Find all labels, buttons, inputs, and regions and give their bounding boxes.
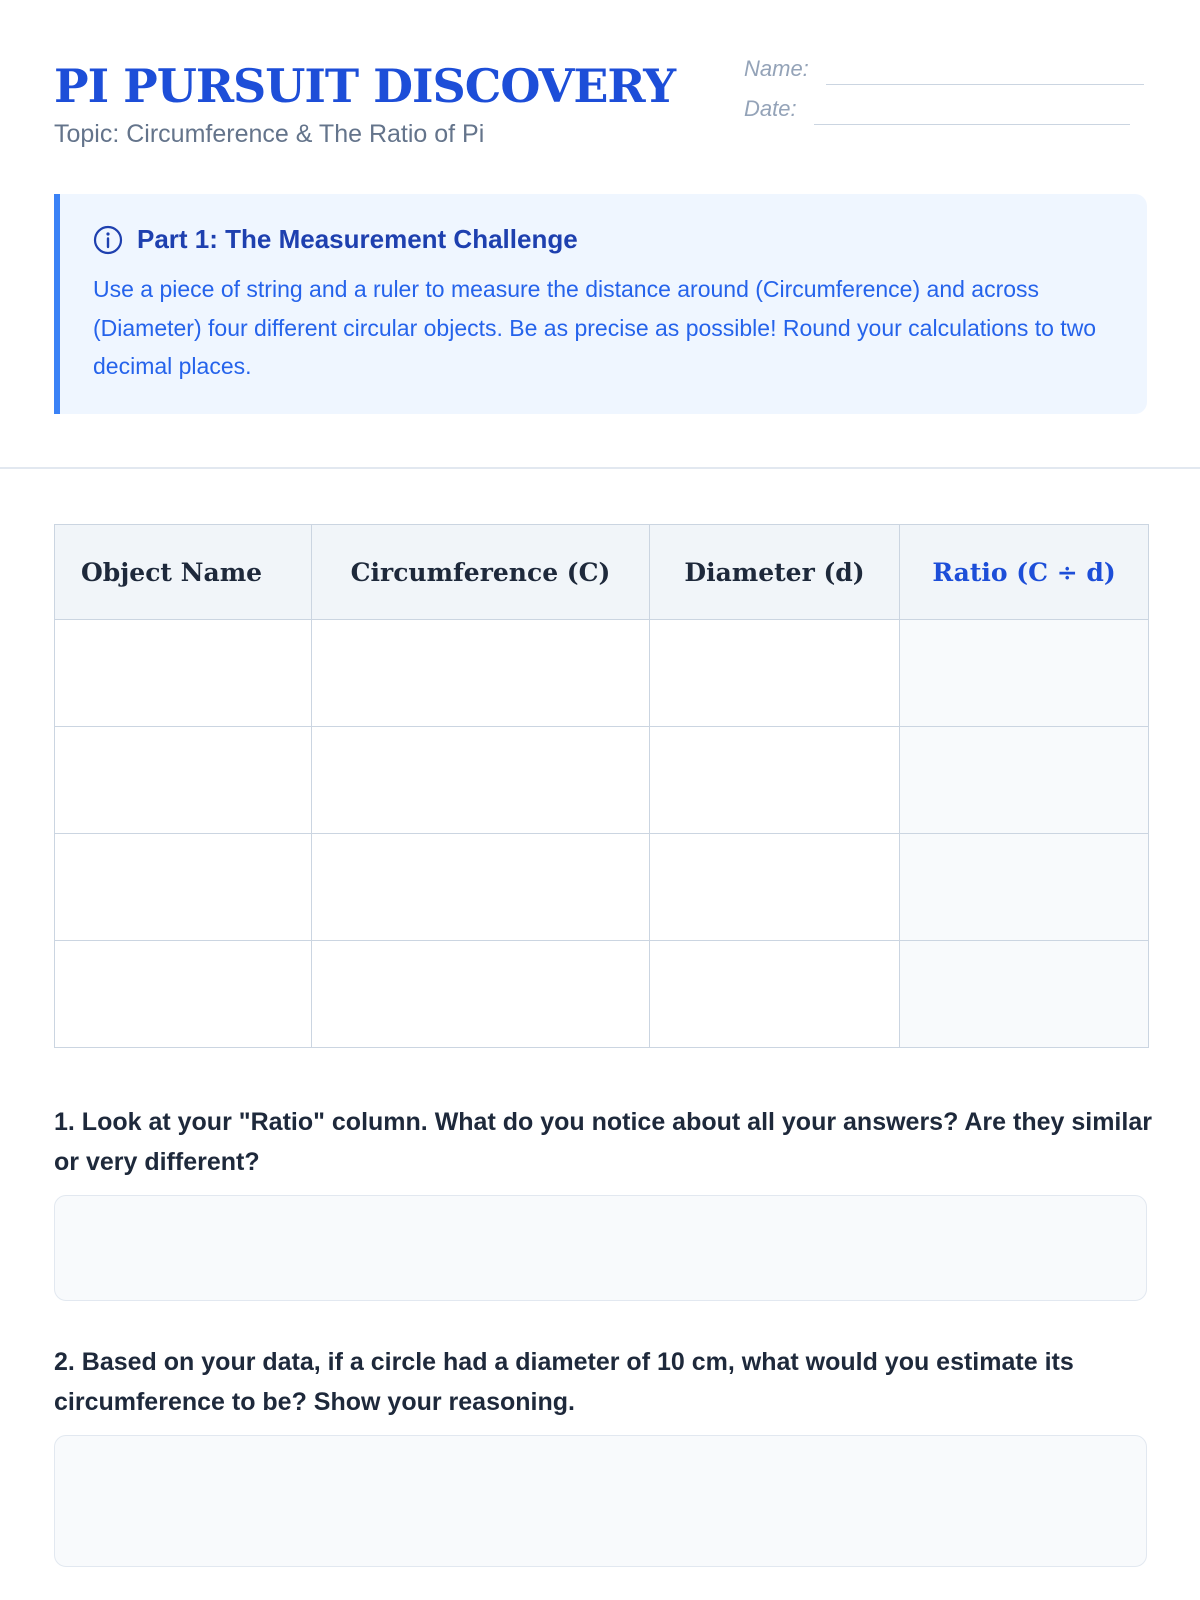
circumference-cell[interactable] bbox=[312, 834, 650, 941]
date-label: Date: bbox=[744, 96, 797, 121]
diameter-cell[interactable] bbox=[650, 620, 900, 727]
table-row bbox=[55, 834, 1149, 941]
date-field[interactable] bbox=[814, 124, 1130, 125]
page-title: PI PURSUIT DISCOVERY bbox=[54, 59, 676, 113]
table-row bbox=[55, 620, 1149, 727]
instructions-title: Part 1: The Measurement Challenge bbox=[137, 224, 578, 254]
ratio-cell[interactable] bbox=[900, 620, 1149, 727]
circumference-cell[interactable] bbox=[312, 727, 650, 834]
answer-box-2[interactable] bbox=[54, 1435, 1147, 1567]
name-field[interactable] bbox=[826, 84, 1144, 85]
object-name-cell[interactable] bbox=[55, 941, 312, 1048]
instructions-box bbox=[54, 194, 1147, 414]
instructions-heading bbox=[93, 224, 578, 255]
ratio-cell[interactable] bbox=[900, 834, 1149, 941]
object-name-cell[interactable] bbox=[55, 620, 312, 727]
question-2: 2. Based on your data, if a circle had a diameter of 10 cm, what would you estimate its circumference to be? Show your reasoning. bbox=[54, 1348, 1074, 1416]
column-header-object-name: Object Name bbox=[55, 525, 312, 620]
circumference-cell[interactable] bbox=[312, 941, 650, 1048]
table-row bbox=[55, 727, 1149, 834]
table-header-row bbox=[55, 525, 1149, 620]
column-header-circumference: Circumference (C) bbox=[312, 525, 650, 620]
measurement-table bbox=[54, 524, 1149, 1048]
answer-box-1[interactable] bbox=[54, 1195, 1147, 1301]
section-divider bbox=[0, 467, 1200, 469]
page-subtitle: Topic: Circumference & The Ratio of Pi bbox=[54, 120, 485, 148]
object-name-cell[interactable] bbox=[55, 834, 312, 941]
ratio-cell[interactable] bbox=[900, 941, 1149, 1048]
question-1: 1. Look at your "Ratio" column. What do you notice about all your answers? Are they similar or very different? bbox=[54, 1108, 1152, 1176]
diameter-cell[interactable] bbox=[650, 727, 900, 834]
instructions-text: Use a piece of string and a ruler to measure the distance around (Circumference) and across (Diameter) four different circular objects. Be as precise as possible! Round your calculations to two decimal places. bbox=[93, 276, 1097, 379]
table-row bbox=[55, 941, 1149, 1048]
worksheet-header bbox=[54, 56, 1147, 156]
ratio-cell[interactable] bbox=[900, 727, 1149, 834]
info-icon bbox=[93, 225, 123, 255]
object-name-cell[interactable] bbox=[55, 727, 312, 834]
column-header-diameter: Diameter (d) bbox=[650, 525, 900, 620]
diameter-cell[interactable] bbox=[650, 941, 900, 1048]
name-label: Name: bbox=[744, 56, 809, 81]
column-header-ratio: Ratio (C ÷ d) bbox=[900, 525, 1149, 620]
diameter-cell[interactable] bbox=[650, 834, 900, 941]
circumference-cell[interactable] bbox=[312, 620, 650, 727]
